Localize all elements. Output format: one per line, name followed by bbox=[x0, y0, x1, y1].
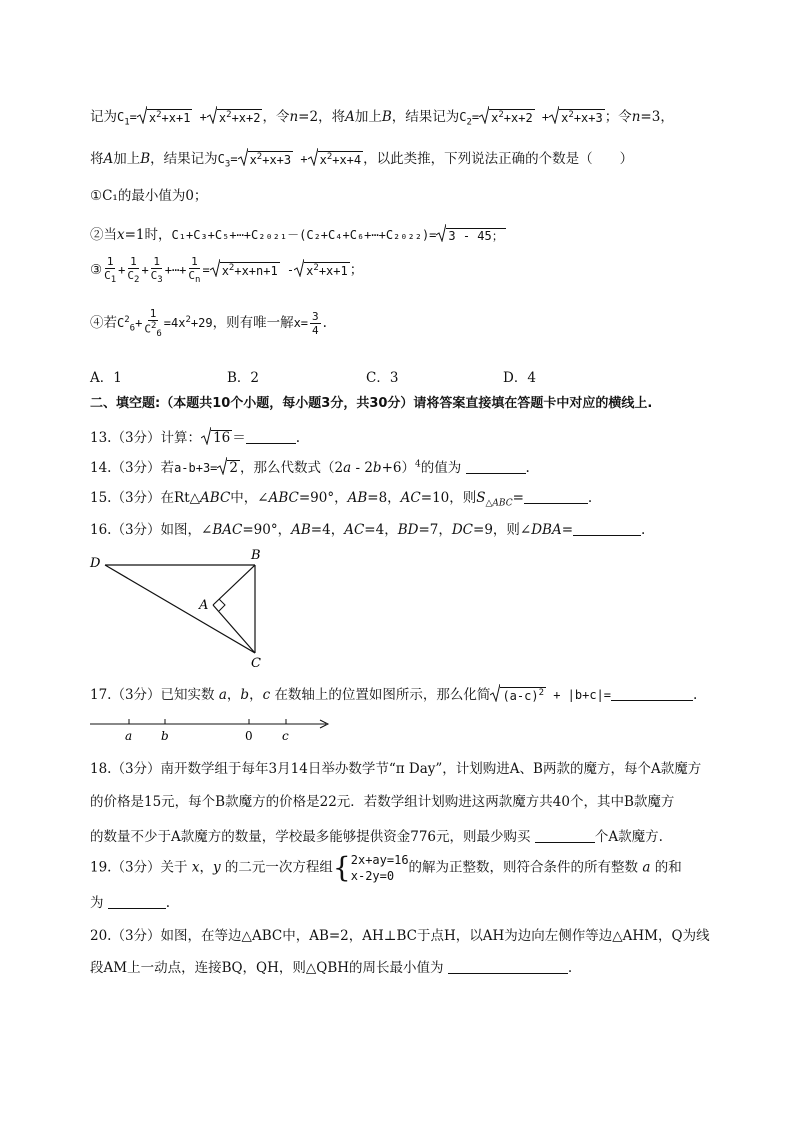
q13: 13.（3分）计算： 16 ＝ . bbox=[90, 427, 300, 446]
choice-a[interactable]: A．1 bbox=[90, 370, 122, 386]
label-b: B bbox=[251, 548, 261, 563]
q18-line1: 18.（3分）南开数学组于每年3月14日举办数学节“π Day”，计划购进A、B两款的魔方，每个A款魔方 bbox=[90, 761, 702, 777]
q12-line2: 将A加上B，结果记为$C_3=$ $x^2+x+3$ + $x^2+x+4$ ，以此类推，下列说法正确的个数是（ ） bbox=[90, 148, 633, 169]
q18-line3: 的数量不少于A款魔方的数量，学校最多能够提供资金776元，则最少购买 个A款魔方. bbox=[90, 829, 663, 845]
q20-line2: 段AM上一动点，连接BQ，QH，则△QBH的周长最小值为 . bbox=[90, 960, 573, 976]
q20-line1: 20.（3分）如图，在等边△ABC中，AB=2，AH⊥BC于点H，以AH为边向左侧作等边△AHM，Q为线 bbox=[90, 928, 710, 944]
right-angle-mark bbox=[219, 599, 225, 611]
q17-answer-blank[interactable] bbox=[611, 687, 693, 701]
choice-b[interactable]: B．2 bbox=[227, 370, 260, 386]
q12-option-4: ④若$C^2_6+$ $\frac{1}{C^2_6}$ $=4x^2+29$，则有唯一解x= $\frac{3}{4}$ . bbox=[90, 307, 327, 339]
q14: 14.（3分）若a-b+3= 2 ，那么代数式$(2a - 2b+6)^4$的值为 . bbox=[90, 457, 530, 476]
q12-line1: 记为$C_1=$ $x^2+x+1$ + $x^2+x+2$ ，令n=2，将A加上B，结果记为$C_2=$ $x^2+x+2$ + $x^2+x+3$ ；令n=3， bbox=[90, 106, 674, 127]
q12-option-3: ③ $\frac{1}{C_1}$ + $\frac{1}{C_2}$ + $\frac{1}{C_3}$ +⋯+ $\frac{1}{C_n}$ = $x^2+x+n+1$ - $x^2+x+1$ ； bbox=[90, 255, 364, 286]
choice-d[interactable]: D．4 bbox=[503, 370, 536, 386]
q12-option-2: ②当x=1时，C₁+C₃+C₅+⋯+C₂₀₂₁－(C₂+C₄+C₆+⋯+C₂₀₂₂)= 3 - 45； bbox=[90, 224, 506, 243]
q15-answer-blank[interactable] bbox=[524, 490, 588, 504]
q14-answer-blank[interactable] bbox=[466, 460, 526, 474]
q19-answer-blank[interactable] bbox=[108, 895, 166, 909]
numline-label-zero: 0 bbox=[245, 729, 253, 743]
q19-line1: 19.（3分）关于 x，y 的二元一次方程组{ 2x+ay=16 x-2y=0 的解为正整数，则符合条件的所有整数 a 的和 bbox=[90, 851, 682, 885]
q15: 15.（3分）在Rt△ABC中，∠ABC=90°，AB=8，AC=10，则$S_{\triangle ABC}=$ . bbox=[90, 490, 593, 509]
segment-dc bbox=[105, 565, 255, 653]
label-d: D bbox=[90, 556, 101, 571]
q19-line2: 为 . bbox=[90, 895, 171, 911]
q13-answer-blank[interactable] bbox=[246, 430, 296, 444]
q16-answer-blank[interactable] bbox=[573, 522, 641, 536]
choice-c[interactable]: C．3 bbox=[366, 370, 399, 386]
numline-label-b: b bbox=[161, 729, 169, 743]
label-a: A bbox=[199, 598, 209, 613]
numline-label-c: c bbox=[282, 729, 289, 743]
numline-label-a: a bbox=[125, 729, 133, 743]
q17: 17.（3分）已知实数 a，b，c 在数轴上的位置如图所示，那么化简 $(a-c)^2$ + |b+c|= . bbox=[90, 684, 697, 703]
q18-answer-blank[interactable] bbox=[535, 829, 595, 843]
label-c: C bbox=[251, 656, 261, 670]
segment-ac bbox=[213, 605, 255, 653]
q12-option-1: ①C₁的最小值为0； bbox=[90, 188, 208, 204]
section-2-heading: 二、填空题:（本题共10个小题，每小题3分，共30分）请将答案直接填在答题卡中对应的横线上. bbox=[90, 396, 653, 411]
q20-answer-blank[interactable] bbox=[448, 960, 568, 974]
q17-number-line bbox=[88, 714, 338, 746]
q18-line2: 的价格是15元，每个B款魔方的价格是22元．若数学组计划购进这两款魔方共40个，其中B款魔方 bbox=[90, 794, 675, 810]
q16: 16.（3分）如图，∠BAC=90°，AB=4，AC=4，BD=7，DC=9，则∠DBA= . bbox=[90, 522, 646, 538]
q16-triangle-figure bbox=[85, 545, 285, 670]
